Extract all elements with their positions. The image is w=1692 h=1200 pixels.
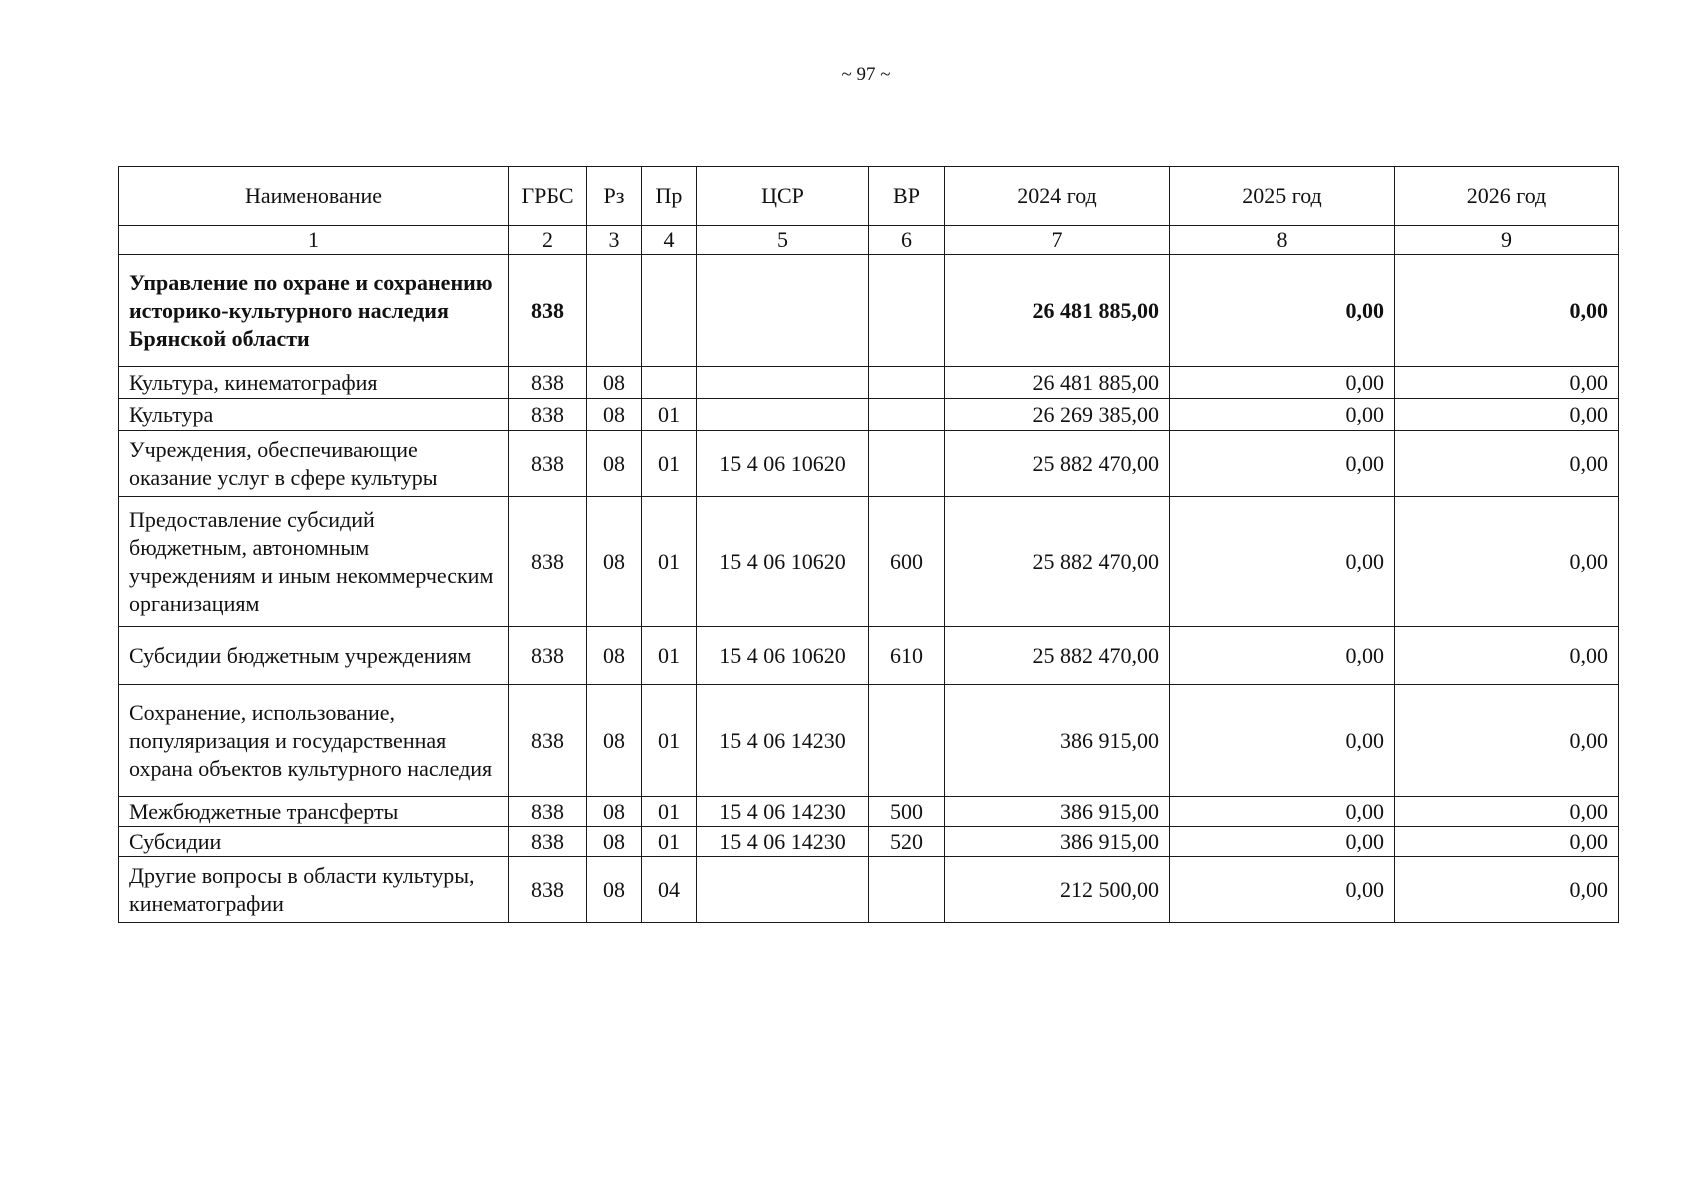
row-grbs: 838 [509,399,587,431]
row-pr: 01 [642,431,697,497]
row-csr: 15 4 06 10620 [697,431,869,497]
row-grbs: 838 [509,627,587,685]
row-2024: 212 500,00 [945,857,1170,923]
row-2024: 26 269 385,00 [945,399,1170,431]
table-row [119,797,1619,827]
row-vr: 520 [869,827,945,857]
row-rz: 08 [587,627,642,685]
col-number: 7 [945,226,1170,255]
table-row [119,497,1619,627]
row-rz: 08 [587,857,642,923]
row-csr: 15 4 06 14230 [697,685,869,797]
col-header-rz: Рз [587,167,642,226]
row-pr: 01 [642,497,697,627]
row-2026: 0,00 [1395,627,1619,685]
row-csr [697,367,869,399]
row-2025: 0,00 [1170,857,1395,923]
row-pr: 01 [642,797,697,827]
col-number: 1 [119,226,509,255]
row-name: Субсидии бюджетным учреждениям [119,627,509,685]
row-rz [587,255,642,367]
col-number: 9 [1395,226,1619,255]
row-grbs: 838 [509,857,587,923]
table-row [119,685,1619,797]
col-number: 4 [642,226,697,255]
column-number-row [119,226,1619,255]
row-2026: 0,00 [1395,797,1619,827]
row-grbs: 838 [509,367,587,399]
row-2024: 386 915,00 [945,797,1170,827]
table-row [119,627,1619,685]
row-2024: 25 882 470,00 [945,431,1170,497]
col-header-vr: ВР [869,167,945,226]
row-grbs: 838 [509,827,587,857]
row-2024: 386 915,00 [945,685,1170,797]
row-csr [697,255,869,367]
col-header-2026: 2026 год [1395,167,1619,226]
table-row [119,827,1619,857]
row-2026: 0,00 [1395,255,1619,367]
col-header-csr: ЦСР [697,167,869,226]
row-csr: 15 4 06 14230 [697,827,869,857]
col-number: 5 [697,226,869,255]
row-name: Субсидии [119,827,509,857]
row-rz: 08 [587,827,642,857]
row-2025: 0,00 [1170,255,1395,367]
row-rz: 08 [587,431,642,497]
row-rz: 08 [587,497,642,627]
col-header-name: Наименование [119,167,509,226]
row-2024: 26 481 885,00 [945,255,1170,367]
col-number: 6 [869,226,945,255]
table-row [119,255,1619,367]
col-header-pr: Пр [642,167,697,226]
row-csr: 15 4 06 14230 [697,797,869,827]
row-2026: 0,00 [1395,497,1619,627]
table-row [119,399,1619,431]
row-pr [642,367,697,399]
row-vr: 600 [869,497,945,627]
row-2025: 0,00 [1170,797,1395,827]
header-row [119,167,1619,226]
table-row [119,857,1619,923]
row-2024: 25 882 470,00 [945,627,1170,685]
row-2024: 386 915,00 [945,827,1170,857]
row-csr: 15 4 06 10620 [697,497,869,627]
row-grbs: 838 [509,255,587,367]
row-vr: 610 [869,627,945,685]
row-2026: 0,00 [1395,857,1619,923]
row-2026: 0,00 [1395,827,1619,857]
row-2025: 0,00 [1170,827,1395,857]
page-number: ~ 97 ~ [841,64,891,85]
row-rz: 08 [587,685,642,797]
row-2025: 0,00 [1170,367,1395,399]
table-row [119,367,1619,399]
row-2025: 0,00 [1170,627,1395,685]
col-header-grbs: ГРБС [509,167,587,226]
row-name: Культура [119,399,509,431]
row-rz: 08 [587,797,642,827]
row-pr: 01 [642,399,697,431]
col-number: 3 [587,226,642,255]
row-name: Другие вопросы в области культуры, кинематографии [119,857,509,923]
row-2026: 0,00 [1395,367,1619,399]
row-grbs: 838 [509,497,587,627]
row-name: Сохранение, использование, популяризация и государственная охрана объектов культурного наследия [119,685,509,797]
row-pr: 01 [642,627,697,685]
row-vr: 500 [869,797,945,827]
row-2026: 0,00 [1395,399,1619,431]
row-2025: 0,00 [1170,497,1395,627]
row-pr: 01 [642,827,697,857]
row-pr [642,255,697,367]
row-csr [697,399,869,431]
col-number: 8 [1170,226,1395,255]
col-header-2024: 2024 год [945,167,1170,226]
row-name: Учреждения, обеспечивающие оказание услуг в сфере культуры [119,431,509,497]
row-2025: 0,00 [1170,399,1395,431]
row-rz: 08 [587,399,642,431]
row-name: Межбюджетные трансферты [119,797,509,827]
row-grbs: 838 [509,431,587,497]
row-vr [869,399,945,431]
budget-table [118,166,1619,923]
row-vr [869,367,945,399]
row-rz: 08 [587,367,642,399]
row-2026: 0,00 [1395,685,1619,797]
row-vr [869,857,945,923]
row-name: Предоставление субсидий бюджетным, автономным учреждениям и иным некоммерческим организациям [119,497,509,627]
row-pr: 04 [642,857,697,923]
row-2025: 0,00 [1170,431,1395,497]
row-2026: 0,00 [1395,431,1619,497]
row-name: Культура, кинематография [119,367,509,399]
col-header-2025: 2025 год [1170,167,1395,226]
row-vr [869,255,945,367]
row-grbs: 838 [509,685,587,797]
row-vr [869,685,945,797]
table-row [119,431,1619,497]
row-vr [869,431,945,497]
row-csr [697,857,869,923]
row-2024: 25 882 470,00 [945,497,1170,627]
row-grbs: 838 [509,797,587,827]
row-name: Управление по охране и сохранению историко-культурного наследия Брянской области [119,255,509,367]
col-number: 2 [509,226,587,255]
row-csr: 15 4 06 10620 [697,627,869,685]
row-2025: 0,00 [1170,685,1395,797]
row-pr: 01 [642,685,697,797]
row-2024: 26 481 885,00 [945,367,1170,399]
